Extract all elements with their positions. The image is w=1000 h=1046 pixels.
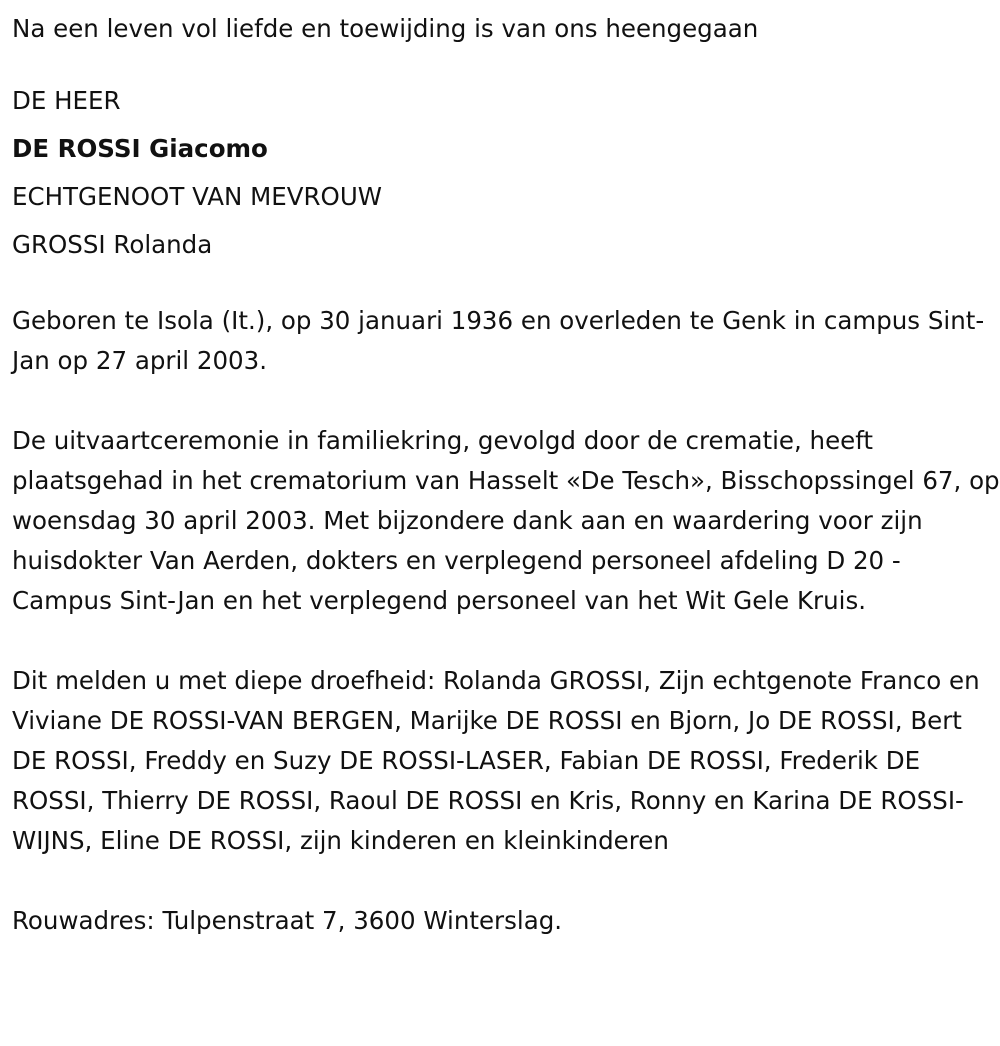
deceased-name: DE ROSSI Giacomo	[12, 134, 268, 163]
spacer	[12, 269, 988, 301]
announcement-paragraph: Dit melden u met diepe droefheid: Rolanda GROSSI, Zijn echtgenote Franco en Viviane DE ROSSI-VAN BERGEN, Marijke DE ROSSI en Bjorn, Jo DE ROSSI, Bert DE ROSSI, Freddy en Suzy DE ROSSI-LASER, Fabian DE ROSSI, Frederik DE ROSSI, Thierry DE ROSSI, Raoul DE ROSSI en Kris, Ronny en Karina DE ROSSI-WIJNS, Eline DE ROSSI, zijn kinderen en kleinkinderen	[12, 666, 980, 855]
spouse-name: GROSSI Rolanda	[12, 230, 213, 259]
address-line: Rouwadres: Tulpenstraat 7, 3600 Winterslag.	[12, 906, 563, 935]
spacer	[12, 621, 988, 661]
spacer	[12, 53, 988, 77]
intro-line: Na een leven vol liefde en toewijding is van ons heengegaan	[12, 14, 759, 43]
spouse-label: ECHTGENOOT VAN MEVROUW	[12, 182, 383, 211]
spacer	[12, 381, 988, 421]
birth-death-paragraph: Geboren te Isola (It.), op 30 januari 1936 en overleden te Genk in campus Sint-Jan op 27 april 2003.	[12, 306, 985, 375]
spacer	[12, 861, 988, 901]
title-line: DE HEER	[12, 86, 121, 115]
ceremony-paragraph: De uitvaartceremonie in familiekring, gevolgd door de crematie, heeft plaatsgehad in het crematorium van Hasselt «De Tesch», Bisschopssingel 67, op woensdag 30 april 2003. Met bijzondere dank aan en waardering voor zijn huisdokter Van Aerden, dokters en verplegend personeel afdeling D 20 - Campus Sint-Jan en het verplegend personeel van het Wit Gele Kruis.	[12, 426, 1000, 615]
